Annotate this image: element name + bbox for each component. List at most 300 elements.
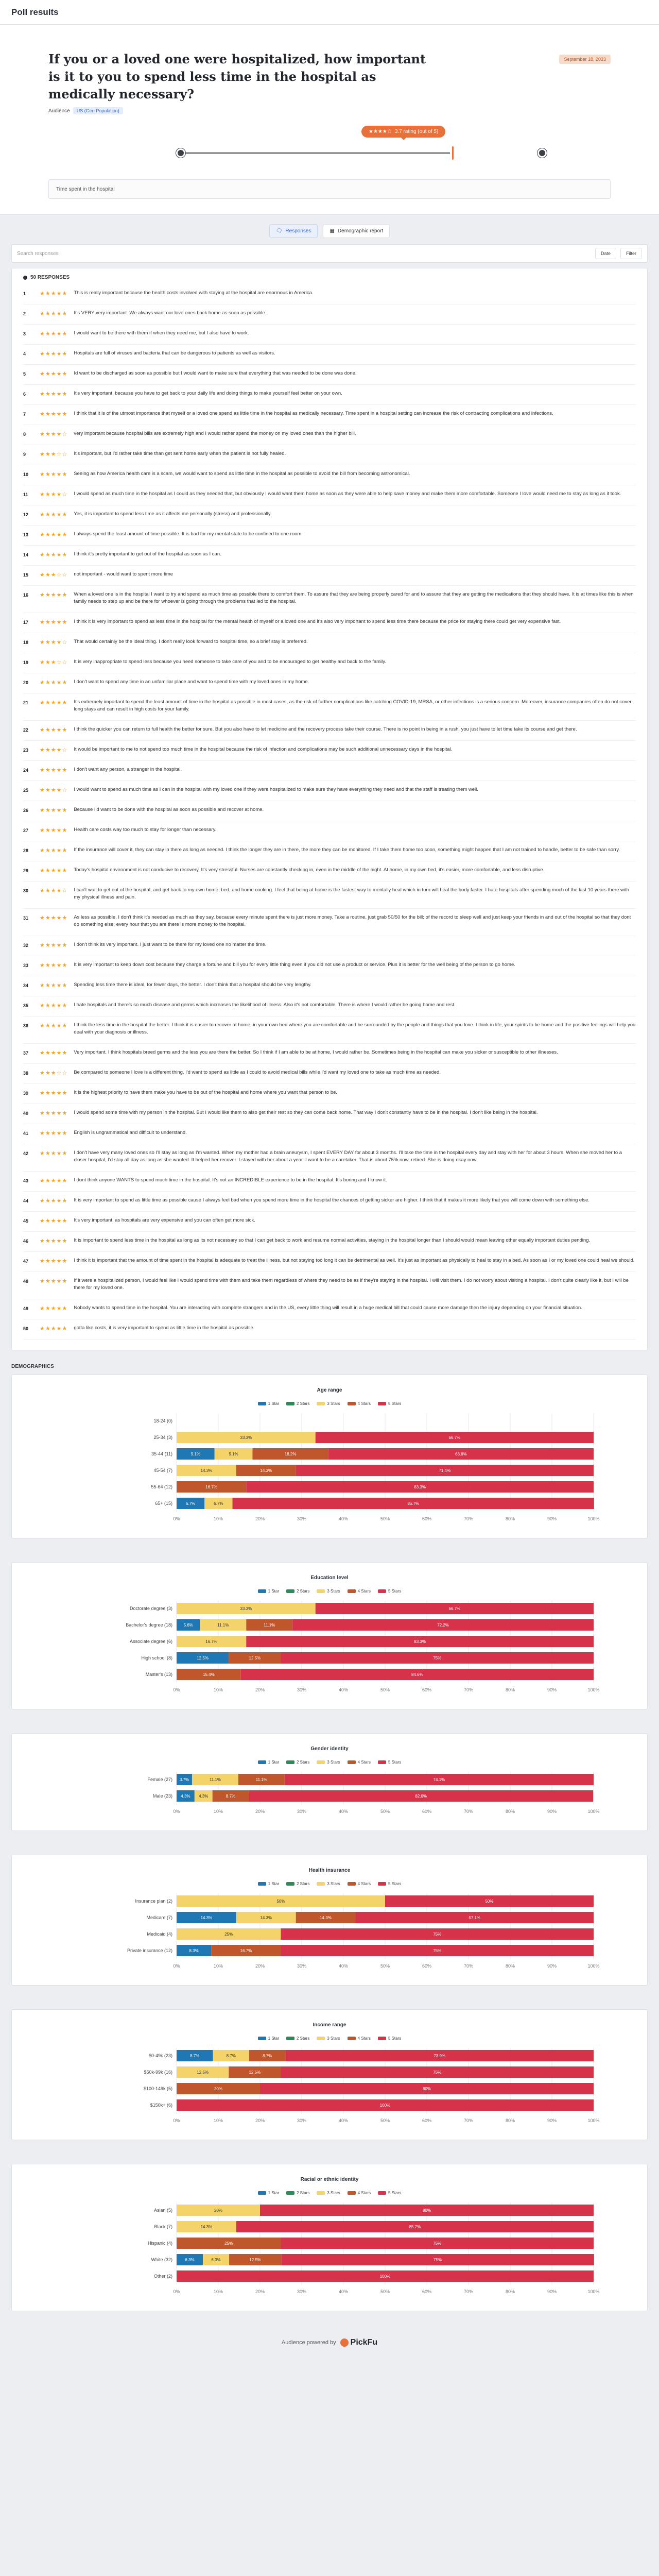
response-number: 1: [23, 291, 26, 296]
x-tick-label: 20%: [255, 2118, 265, 2123]
legend-label: 1 Star: [268, 2191, 279, 2195]
x-tick-label: 10%: [213, 2118, 223, 2123]
category-label: 65+ (15): [155, 1501, 172, 1506]
list-item: [23, 405, 636, 425]
x-tick-label: 0%: [173, 1963, 180, 1969]
list-item: [23, 445, 636, 465]
response-stars: ★★★★★: [40, 1150, 68, 1157]
list-item: [23, 425, 636, 445]
x-tick-label: 20%: [255, 1963, 265, 1969]
x-tick-label: 100%: [587, 2289, 600, 2294]
legend-label: 5 Stars: [388, 2191, 402, 2195]
data-label: 71.4%: [439, 1468, 451, 1473]
x-tick-label: 80%: [505, 1516, 515, 1521]
demographic-chart-card: [11, 1733, 648, 1831]
response-text: When a loved one is in the hospital I want to try and spend as much time as possible there to comfort them. To assure that they are being properly cared for and to assure that they are getting the medications that they should have. It is at times like this is when family needs to step up and be there for whoever is going through the problems that led to the hospital.: [74, 591, 634, 604]
legend-swatch: [286, 1760, 294, 1764]
list-item: [23, 1252, 636, 1272]
data-label: 100%: [379, 2274, 391, 2279]
x-tick-label: 30%: [297, 2289, 307, 2294]
response-text: It is very inappropriate to spend less because you need someone to take care of you and to be encouraged to get healthy and back to the family.: [74, 659, 386, 665]
tab-demographic-label: Demographic report: [337, 228, 384, 234]
response-number: 49: [23, 1306, 29, 1311]
legend-swatch: [348, 2191, 356, 2195]
x-tick-label: 50%: [380, 1963, 390, 1969]
data-label: 80%: [422, 2208, 431, 2213]
response-text: It's extremely important to spend the least amount of time in the hospital as possible in most cases, as the risk of further complications like catching COVID-19, MRSA, or other infections is a serious concern. Moreover, insurance companies often do not cover long stays and can result in high costs for your family.: [74, 699, 632, 712]
x-tick-label: 30%: [297, 2118, 307, 2123]
legend-swatch: [317, 1589, 325, 1593]
scale-end-dot: [537, 148, 547, 158]
x-tick-label: 10%: [213, 1687, 223, 1692]
x-tick-label: 30%: [297, 1809, 307, 1814]
response-text: I don't have very many loved ones so I'll stay as long as I'm wanted. When my mother had a brain aneurysm, I spent EVERY DAY for about 3 months. I'll take the time in the hospital every day and stay with her for about 3 hours. When she moved her to a closer hospital, I'd stay all day as long as she wanted. It helped her recover. I stayed with her about a year. I want to be a caretaker. That is about 75% now, retired. She is doing okay now.: [74, 1150, 622, 1163]
category-label: Bachelor's degree (18): [126, 1622, 172, 1628]
response-text: I think it is very important to spend as less time in the hospital for the mental health of myself or a loved one and it's also very important to spend less time there because the price for staying there could get very expensive fast.: [74, 619, 561, 624]
response-text: It's very important, because you have to get back to your daily life and doing things to make yourself feel better on your own.: [74, 391, 342, 396]
x-tick-label: 100%: [587, 1963, 600, 1969]
response-number: 47: [23, 1259, 29, 1264]
category-label: $0-49k (23): [148, 2053, 172, 2058]
data-label: 100%: [379, 2103, 391, 2108]
response-text: I don't think its very important. I just want to be there for my loved one no matter the time.: [74, 942, 267, 947]
x-tick-label: 80%: [505, 2118, 515, 2123]
response-stars: ★★★★★: [40, 371, 68, 377]
legend-swatch: [258, 1760, 266, 1764]
response-number: 36: [23, 1023, 29, 1028]
response-stars: ★★★★★: [40, 411, 68, 417]
legend-item: [378, 1589, 401, 1594]
data-label: 86.7%: [407, 1501, 420, 1506]
legend-item: [348, 1589, 371, 1594]
data-label: 75%: [433, 2070, 442, 2075]
responses-header: 50 RESPONSES: [23, 275, 636, 284]
response-number: 50: [23, 1326, 29, 1331]
list-item: [23, 1212, 636, 1232]
legend-item: [317, 2191, 340, 2195]
legend-label: 4 Stars: [357, 1401, 371, 1406]
legend-item: [378, 2191, 401, 2195]
legend-label: 2 Stars: [296, 1401, 310, 1406]
legend-swatch: [258, 1882, 266, 1886]
x-tick-label: 30%: [297, 1687, 307, 1692]
x-tick-label: 90%: [547, 2118, 557, 2123]
speech-icon: 🗨: [275, 228, 283, 234]
x-tick-label: 90%: [547, 1516, 557, 1521]
response-stars: ★★★★★: [40, 1130, 68, 1137]
response-number: 31: [23, 916, 29, 921]
legend-label: 1 Star: [268, 1882, 279, 1886]
legend-item: [378, 1760, 401, 1765]
data-label: 16.7%: [240, 1948, 252, 1953]
list-item: [23, 505, 636, 526]
legend-swatch: [378, 1402, 386, 1405]
data-label: 14.3%: [260, 1916, 272, 1920]
x-tick-label: 20%: [255, 2289, 265, 2294]
data-label: 4.3%: [199, 1794, 209, 1799]
response-number: 18: [23, 640, 29, 645]
data-label: 74.1%: [433, 1777, 445, 1782]
data-label: 4.3%: [181, 1794, 190, 1799]
response-stars: ★★★★★: [40, 471, 68, 478]
tab-responses-label: Responses: [285, 228, 311, 234]
legend-label: 3 Stars: [327, 1882, 340, 1886]
responses-list: [11, 268, 648, 1350]
category-label: Associate degree (6): [129, 1639, 172, 1644]
question-panel: [0, 25, 659, 215]
legend-label: 2 Stars: [296, 1760, 310, 1765]
response-stars: ★★★★★: [40, 619, 68, 625]
data-label: 25%: [224, 1932, 233, 1937]
legend-item: [317, 1401, 340, 1406]
charts-container: [0, 1375, 659, 2311]
data-label: 11.1%: [255, 1777, 267, 1782]
x-tick-label: 50%: [380, 1809, 390, 1814]
x-tick-label: 70%: [463, 2289, 474, 2294]
list-item: [23, 1232, 636, 1252]
legend-swatch: [348, 1589, 356, 1593]
response-number: 16: [23, 592, 29, 598]
legend-swatch: [286, 1589, 294, 1593]
response-number: 48: [23, 1279, 29, 1284]
data-label: 8.3%: [189, 1948, 199, 1953]
list-item: [23, 996, 636, 1016]
data-label: 66.7%: [448, 1606, 461, 1611]
legend-item: [286, 1760, 309, 1765]
legend-label: 5 Stars: [388, 1882, 402, 1886]
list-item: [23, 882, 636, 909]
data-label: 85.7%: [409, 2225, 421, 2229]
legend-swatch: [258, 2037, 266, 2040]
legend-label: 2 Stars: [296, 2036, 310, 2041]
category-label: Doctorate degree (3): [129, 1606, 172, 1611]
legend-swatch: [317, 1760, 325, 1764]
legend-swatch: [317, 2037, 325, 2040]
filter-button[interactable]: Filter: [620, 248, 642, 259]
legend-item: [258, 2191, 279, 2195]
response-stars: ★★★★★: [40, 807, 68, 814]
question-title: If you or a loved one were hospitalized, how important is it to you to spend less time in the hospital as medically necessary?: [48, 52, 426, 101]
response-number: 19: [23, 660, 29, 665]
legend-swatch: [378, 1882, 386, 1886]
stacked-bar-chart: [43, 2202, 609, 2300]
response-text: It is very important to keep down cost because they charge a fortune and bill you for every little thing even if you did not use a product or service. Plus it is better for the well being of the person to go home.: [74, 962, 515, 968]
response-stars: ★★★★★: [40, 331, 68, 337]
x-tick-label: 80%: [505, 2289, 515, 2294]
stacked-bar-chart: [43, 1601, 609, 1699]
response-number: 25: [23, 788, 29, 793]
legend-item: [258, 1401, 279, 1406]
list-item: [23, 1064, 636, 1084]
legend-label: 2 Stars: [296, 1882, 310, 1886]
legend-swatch: [286, 2191, 294, 2195]
footer-brand[interactable]: [340, 2338, 377, 2347]
list-item: [23, 861, 636, 882]
response-stars: ★★★★★: [40, 1218, 68, 1224]
list-item: [23, 1192, 636, 1212]
data-label: 75%: [433, 2241, 442, 2246]
list-item: [23, 821, 636, 841]
x-tick-label: 10%: [213, 2289, 223, 2294]
category-label: Asian (5): [153, 2208, 172, 2213]
list-item: [23, 841, 636, 861]
response-text: Because I'd want to be done with the hospital as soon as possible and recover at home.: [74, 807, 264, 812]
x-tick-label: 10%: [213, 1809, 223, 1814]
data-label: 50%: [276, 1899, 285, 1904]
legend-label: 1 Star: [268, 1760, 279, 1765]
legend-swatch: [258, 1402, 266, 1405]
data-label: 8.7%: [190, 2054, 200, 2058]
chart-legend: [43, 2036, 616, 2041]
data-label: 11.1%: [264, 1623, 275, 1628]
x-tick-label: 60%: [422, 1809, 432, 1814]
response-text: Health care costs way too much to stay for longer than necessary.: [74, 827, 217, 833]
rating-text: 3.7 rating (out of 5): [394, 129, 439, 134]
response-stars: ★★★★★: [40, 1050, 68, 1056]
response-number: 39: [23, 1091, 29, 1096]
legend-item: [258, 1589, 279, 1594]
demographics-title: DEMOGRAPHICS: [11, 1364, 54, 1369]
legend-swatch: [286, 2037, 294, 2040]
category-label: Male (23): [152, 1793, 172, 1799]
list-item: [23, 546, 636, 566]
data-label: 12.5%: [197, 1656, 209, 1660]
response-number: 2: [23, 311, 26, 316]
response-text: Very important. I think hospitals breed germs and the less you are there the better. So I think if I am able to be at home, I would rather be. Sometimes being in the hospital can make you sicker or susceptible to other illnesses.: [74, 1049, 558, 1055]
x-tick-label: 90%: [547, 2289, 557, 2294]
footer-prefix: Audience powered by: [281, 2340, 336, 2346]
legend-label: 4 Stars: [357, 1760, 371, 1765]
response-stars: ★★★★★: [40, 680, 68, 686]
chart-legend: [43, 1760, 616, 1765]
list-item: [23, 673, 636, 693]
legend-label: 3 Stars: [327, 2036, 340, 2041]
category-label: 45-54 (7): [153, 1468, 172, 1473]
response-text: This is really important because the health costs involved with staying at the hospital are enormous in America.: [74, 290, 314, 296]
response-stars: ★★★★☆: [40, 431, 68, 437]
response-stars: ★★★☆☆: [40, 572, 68, 578]
chart-title: Gender identity: [310, 1746, 349, 1752]
list-item: [23, 781, 636, 801]
response-stars: ★★★★★: [40, 727, 68, 733]
response-text: That would certainly be the ideal thing. I don't really look forward to hospital time, so a brief stay is preferred.: [74, 639, 308, 645]
response-text: I hate hospitals and there's so much disease and germs which increases the likelihood of illness. Also it's not comfortable. There is where I would rather be going home and rest.: [74, 1002, 456, 1008]
x-tick-label: 100%: [587, 1809, 600, 1814]
list-item: [23, 801, 636, 821]
chart-legend: [43, 2191, 616, 2195]
category-label: White (32): [151, 2257, 172, 2262]
response-stars: ★★★★☆: [40, 888, 68, 894]
x-tick-label: 100%: [587, 2118, 600, 2123]
response-number: 9: [23, 452, 26, 457]
data-label: 8.7%: [226, 2054, 236, 2058]
response-text: It is important to spend less time in the hospital as long as its not necessary so that I can get back to work and resume normal activities, staying in the hospital longer than I should would mean leaving other equally important duties pending.: [74, 1238, 591, 1243]
response-text: Seeing as how America health care is a scam, we would want to spend as little time in the hospital as possible to avoid the bill from becoming astronomical.: [74, 471, 410, 477]
x-tick-label: 70%: [463, 1963, 474, 1969]
data-label: 12.5%: [249, 2258, 262, 2262]
list-item: [23, 304, 636, 325]
data-label: 16.7%: [205, 1485, 217, 1489]
response-number: 11: [23, 492, 28, 497]
x-tick-label: 60%: [422, 1687, 432, 1692]
legend-swatch: [317, 2191, 325, 2195]
response-number: 17: [23, 620, 29, 625]
x-tick-label: 50%: [380, 2289, 390, 2294]
list-item: [23, 284, 636, 304]
sort-button[interactable]: Date: [595, 248, 616, 259]
stacked-bar-chart: [43, 2048, 609, 2129]
data-label: 18.2%: [284, 1452, 297, 1456]
tab-responses[interactable]: [269, 224, 318, 238]
search-input[interactable]: Search responses: [17, 250, 59, 257]
stacked-bar-chart: [43, 1893, 609, 1975]
legend-label: 5 Stars: [388, 2036, 402, 2041]
legend-swatch: [378, 2191, 386, 2195]
response-text: It would be important to me to not spend too much time in the hospital because the risk of infection and complications may be such additional unnecessary days in the hospital.: [74, 747, 453, 752]
chart-icon: ▦: [330, 228, 335, 234]
response-stars: ★★★★★: [40, 962, 68, 969]
legend-swatch: [348, 2037, 356, 2040]
list-item: [23, 1272, 636, 1299]
x-tick-label: 10%: [213, 1963, 223, 1969]
response-stars: ★★★★☆: [40, 787, 68, 793]
response-number: 4: [23, 351, 26, 357]
response-text: It is very important to spend as little time as possible cause I always feel bad when you spend more time in the hospital the chances of getting sicker are higher. I think that it makes it more likely that you will come down with something else.: [74, 1197, 590, 1203]
data-label: 84.6%: [411, 1672, 423, 1677]
data-label: 33.3%: [240, 1435, 252, 1440]
response-number: 10: [23, 472, 29, 477]
legend-swatch: [258, 1589, 266, 1593]
legend-label: 3 Stars: [327, 2191, 340, 2195]
data-label: 16.7%: [205, 1639, 217, 1644]
response-number: 21: [23, 700, 29, 705]
response-number: 38: [23, 1071, 29, 1076]
response-text: English is ungrammatical and difficult to understand.: [74, 1130, 187, 1136]
response-stars: ★★★★★: [40, 1198, 68, 1204]
legend-label: 2 Stars: [296, 1589, 310, 1594]
category-label: High school (8): [141, 1655, 172, 1660]
response-number: 37: [23, 1050, 29, 1056]
chart-title: Income range: [313, 2022, 346, 2028]
legend-label: 4 Stars: [357, 2036, 371, 2041]
audience-row: [48, 107, 611, 114]
list-item: [23, 721, 636, 741]
response-number: 45: [23, 1218, 29, 1224]
category-label: 25-34 (3): [153, 1435, 172, 1440]
response-text: Yes, it is important to spend less time as it affects me personally (stress) and professionally.: [74, 511, 272, 517]
x-tick-label: 90%: [547, 1963, 557, 1969]
legend-item: [348, 2191, 371, 2195]
legend-label: 2 Stars: [296, 2191, 310, 2195]
x-tick-label: 40%: [338, 1687, 349, 1692]
date-badge: September 18, 2023: [559, 55, 611, 64]
data-label: 20%: [214, 2087, 223, 2091]
response-text: If it were a hospitalized person, I would feel like I would spend time with them and take them regardless of where they need to be as if they're staying in the hospital. I will visit them. I do not worry about visiting a hospital. I don't quite clearly like it, but I will be there for my loved one.: [74, 1278, 629, 1291]
response-text: Id want to be discharged as soon as possible but I would want to make sure that everything that was needed to be done was done.: [74, 370, 357, 376]
response-number: 14: [23, 552, 29, 557]
legend-label: 1 Star: [268, 1589, 279, 1594]
x-tick-label: 70%: [463, 2118, 474, 2123]
legend-swatch: [348, 1402, 356, 1405]
legend-label: 3 Stars: [327, 1589, 340, 1594]
chart-legend: [43, 1401, 616, 1406]
response-text: Nobody wants to spend time in the hospital. You are interacting with complete strangers and in the US, every little thing will result in a huge medical bill that could cause more damage then the injury depending on your financial situation.: [74, 1305, 582, 1311]
list-item: [23, 936, 636, 956]
data-label: 14.3%: [200, 1468, 213, 1473]
rating-pill: [361, 126, 445, 138]
data-label: 75%: [433, 1656, 442, 1660]
chart-title: Health insurance: [308, 1868, 351, 1873]
response-number: 41: [23, 1131, 29, 1136]
data-label: 83.3%: [414, 1485, 426, 1489]
x-tick-label: 0%: [173, 1809, 180, 1814]
list-item: [23, 1016, 636, 1044]
legend-item: [286, 1882, 309, 1886]
x-tick-label: 80%: [505, 1809, 515, 1814]
category-label: 35-44 (11): [151, 1451, 172, 1456]
response-text: I think that it is of the utmost importance that myself or a loved one spend as little time in the hospital as medically necessary. Time spent in a hospital setting can increase the risk of contracting complications and infections.: [74, 411, 553, 416]
response-number: 8: [23, 432, 26, 437]
legend-item: [258, 1882, 279, 1886]
legend-label: 1 Star: [268, 2036, 279, 2041]
response-stars: ★★★★★: [40, 1178, 68, 1184]
list-item: [23, 1084, 636, 1104]
response-stars: ★★★★★: [40, 351, 68, 357]
x-tick-label: 0%: [173, 1687, 180, 1692]
demographic-chart-card: [11, 2164, 648, 2311]
response-number: 30: [23, 888, 29, 893]
data-label: 75%: [433, 2258, 442, 2262]
response-number: 13: [23, 532, 29, 537]
category-label: Black (7): [154, 2224, 172, 2229]
response-text: not important - would want to spent more time: [74, 571, 174, 577]
response-number: 28: [23, 848, 29, 853]
response-number: 34: [23, 983, 29, 988]
app-title: Poll results: [11, 7, 59, 17]
x-tick-label: 10%: [213, 1516, 223, 1521]
response-text: I don't want to spend any time in an unfamiliar place and want to spend time with my loved ones in my home.: [74, 679, 309, 685]
list-item: [23, 385, 636, 405]
response-number: 20: [23, 680, 29, 685]
response-text: Spending less time there is ideal, for fewer days, the better. I don't think that a hospital should be very lengthy.: [74, 982, 311, 988]
x-tick-label: 0%: [173, 1516, 180, 1521]
tab-demographic-report[interactable]: [323, 224, 390, 238]
legend-label: 4 Stars: [357, 2191, 371, 2195]
answer-option: Time spent in the hospital: [48, 179, 611, 199]
list-item: [23, 325, 636, 345]
data-label: 3.7%: [179, 1777, 189, 1782]
response-stars: ★★★★★: [40, 1258, 68, 1264]
data-label: 6.7%: [214, 1501, 223, 1506]
response-text: Be compared to someone I love is a different thing. I'd want to spend as little as I could to avoid medical bills while I'd want my loved one to take as much time as needed.: [74, 1070, 441, 1075]
response-stars: ★★★★★: [40, 700, 68, 706]
legend-item: [348, 1882, 371, 1886]
x-tick-label: 20%: [255, 1809, 265, 1814]
data-label: 6.7%: [186, 1501, 196, 1506]
list-item: [23, 1172, 636, 1192]
response-text: Today's hospital environment is not conducive to recovery. It's very stressful. Nurses are constantly checking in, even in the middle of the night. At home, in my own bed, it's easier, more comfortable, and less disruptive.: [74, 867, 545, 873]
x-tick-label: 90%: [547, 1687, 557, 1692]
response-number: 3: [23, 331, 26, 336]
audience-chip[interactable]: US (Gen Population): [73, 107, 123, 114]
data-label: 25%: [224, 2241, 233, 2246]
x-tick-label: 60%: [422, 1963, 432, 1969]
legend-label: 5 Stars: [388, 1760, 402, 1765]
legend-swatch: [286, 1882, 294, 1886]
chart-title: Education level: [310, 1575, 349, 1581]
x-tick-label: 20%: [255, 1516, 265, 1521]
list-item: [23, 1104, 636, 1124]
